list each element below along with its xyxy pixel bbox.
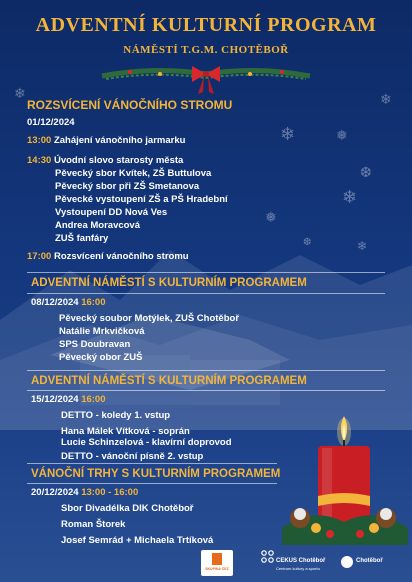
divider bbox=[27, 370, 385, 371]
cekus-logo-subtitle: Centrum kultury a sportu bbox=[276, 566, 320, 571]
event-time: 14:30 bbox=[27, 155, 52, 166]
event-time: 17:00 bbox=[27, 251, 52, 262]
section-heading: ROZSVÍCENÍ VÁNOČNÍHO STROMU bbox=[27, 98, 233, 112]
section-heading: ADVENTNÍ NÁMĚSTÍ S KULTURNÍM PROGRAMEM bbox=[31, 277, 307, 289]
schedule-line bbox=[27, 155, 183, 166]
event-date: 01/12/2024 bbox=[27, 117, 75, 128]
divider bbox=[27, 272, 385, 273]
event-time: 13:00 - 16:00 bbox=[81, 487, 139, 498]
snowflake-icon: ❄ bbox=[357, 239, 368, 253]
snowflake-icon: ❄ bbox=[280, 124, 296, 144]
snowflake-icon: ❄ bbox=[14, 85, 26, 101]
chotebor-logo-name: Chotěboř bbox=[356, 558, 383, 564]
schedule-line bbox=[27, 251, 189, 262]
snowflake-icon: ❄ bbox=[342, 187, 358, 207]
performer-line: Andrea Moravcová bbox=[55, 220, 141, 231]
performer-line: Natálie Mrkvičková bbox=[59, 326, 145, 337]
divider bbox=[27, 390, 385, 391]
section-heading: VÁNOČNÍ TRHY S KULTURNÍM PROGRAMEM bbox=[31, 468, 281, 480]
event-time: 16:00 bbox=[81, 394, 106, 405]
poster-subtitle: NÁMĚSTÍ T.G.M. CHOTĚBOŘ bbox=[123, 44, 289, 56]
performer-line: Pěvecký sbor při ZŠ Smetanova bbox=[55, 181, 200, 192]
performer-line: Pěvecké vystoupení ZŠ a PŠ Hradební bbox=[55, 194, 228, 205]
performer-line: Vystoupení DD Nová Ves bbox=[55, 207, 168, 218]
cekus-logo-name: CEKUS Chotěboř bbox=[276, 558, 326, 564]
performer-line: ZUŠ fanfáry bbox=[55, 233, 109, 244]
event-text: Úvodní slovo starosty města bbox=[53, 155, 184, 166]
section-heading: ADVENTNÍ NÁMĚSTÍ S KULTURNÍM PROGRAMEM bbox=[31, 375, 307, 387]
event-time: 13:00 bbox=[27, 135, 52, 146]
event-date-line bbox=[31, 297, 106, 308]
divider bbox=[27, 463, 277, 464]
performer-line: Pěvecký obor ZUŠ bbox=[59, 352, 143, 363]
event-date-line bbox=[31, 394, 106, 405]
event-text: Rozsvícení vánočního stromu bbox=[53, 251, 189, 262]
sponsor-logos bbox=[0, 542, 412, 582]
event-date: 15/12/2024 bbox=[31, 394, 79, 405]
poster-title: ADVENTNÍ KULTURNÍ PROGRAM bbox=[35, 14, 377, 36]
event-date: 08/12/2024 bbox=[31, 297, 79, 308]
snowflake-icon: ❅ bbox=[336, 127, 348, 143]
performer-line: Pěvecký sbor Kvítek, ZŠ Buttulova bbox=[55, 168, 212, 179]
performer-line: Roman Štorek bbox=[61, 519, 126, 530]
cez-logo-icon bbox=[201, 550, 233, 576]
snowflake-icon: ❆ bbox=[360, 164, 372, 180]
performer-line: Sbor Divadélka DIK Chotěboř bbox=[61, 503, 194, 514]
snowflake-icon: ❆ bbox=[303, 237, 312, 248]
performer-line: Josef Semrád + Michaela Trtíková bbox=[61, 535, 214, 546]
snowflake-icon: ❄ bbox=[380, 91, 392, 107]
cez-logo-text: SKUPINA ČEZ bbox=[205, 567, 229, 571]
event-date-line bbox=[31, 487, 138, 498]
schedule-line bbox=[27, 135, 185, 146]
snowflake-icon: ❅ bbox=[265, 209, 277, 225]
garland-bow-icon bbox=[100, 60, 312, 96]
performer-line: SPS Doubravan bbox=[59, 339, 131, 350]
divider bbox=[27, 293, 385, 294]
divider bbox=[27, 483, 277, 484]
performer-line: Pěvecký soubor Motýlek, ZUŠ Chotěboř bbox=[59, 313, 240, 324]
chotebor-logo-icon bbox=[341, 556, 353, 568]
performer-line: Hana Málek Vítková - soprán bbox=[61, 426, 190, 437]
candle-illustration bbox=[282, 410, 408, 545]
performer-line: DETTO - vánoční písně 2. vstup bbox=[61, 451, 204, 462]
event-text: Zahájení vánočního jarmarku bbox=[53, 135, 186, 146]
event-date: 20/12/2024 bbox=[31, 487, 79, 498]
performer-line: Lucie Schinzelová - klavírní doprovod bbox=[61, 437, 232, 448]
cekus-logo-icon bbox=[261, 550, 275, 564]
performer-line: DETTO - koledy 1. vstup bbox=[61, 410, 171, 421]
event-time: 16:00 bbox=[81, 297, 106, 308]
